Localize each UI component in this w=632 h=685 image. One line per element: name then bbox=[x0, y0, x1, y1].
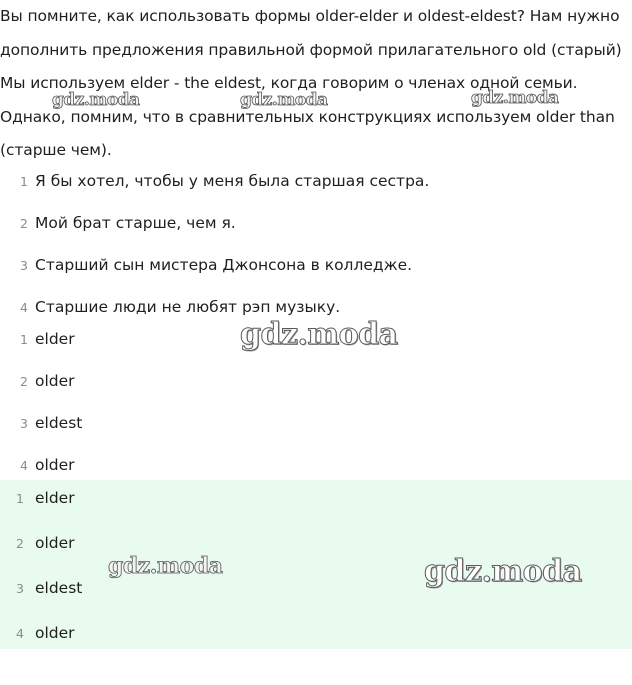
item-number: 1 bbox=[16, 490, 24, 506]
list-item bbox=[0, 327, 75, 351]
item-text: older bbox=[35, 624, 75, 642]
item-text: elder bbox=[35, 330, 75, 348]
intro-paragraph-2: Мы используем elder - the eldest, когда говорим о членах одной семьи. Однако, помним, что в сравнительных конструкциях используем older than (старше чем). bbox=[0, 74, 615, 159]
item-number: 4 bbox=[16, 625, 24, 641]
list-item bbox=[0, 369, 75, 393]
item-text: eldest bbox=[35, 414, 83, 432]
list-item bbox=[0, 411, 82, 435]
item-number: 4 bbox=[20, 457, 28, 473]
item-number: 3 bbox=[16, 580, 24, 596]
answer-item bbox=[0, 576, 82, 600]
list-item bbox=[0, 211, 236, 235]
item-text: elder bbox=[35, 489, 75, 507]
item-text: Мой брат старше, чем я. bbox=[35, 214, 236, 232]
watermark: gdz.moda bbox=[240, 317, 398, 352]
watermark: gdz.moda bbox=[240, 90, 328, 110]
list-item bbox=[0, 169, 429, 193]
item-number: 1 bbox=[20, 331, 28, 347]
item-text: Старший сын мистера Джонсона в колледже. bbox=[35, 256, 413, 274]
item-number: 3 bbox=[20, 415, 28, 431]
answer-item bbox=[0, 531, 75, 555]
item-text: Я бы хотел, чтобы у меня была старшая сестра. bbox=[35, 172, 430, 190]
item-text: older bbox=[35, 372, 75, 390]
item-text: Старшие люди не любят рэп музыку. bbox=[35, 298, 341, 316]
intro-text bbox=[0, 0, 632, 168]
watermark: gdz.moda bbox=[52, 90, 140, 110]
answer-item bbox=[0, 621, 75, 645]
intro-paragraph-1: Вы помните, как использовать формы older-elder и oldest-eldest? Нам нужно дополнить предложения правильной формой прилагательного old (старый) bbox=[0, 7, 622, 59]
list-item bbox=[0, 453, 75, 477]
watermark: gdz.moda bbox=[424, 554, 582, 589]
item-number: 2 bbox=[16, 535, 24, 551]
item-text: older bbox=[35, 456, 75, 474]
item-number: 4 bbox=[20, 299, 28, 315]
item-text: eldest bbox=[35, 579, 83, 597]
item-text: older bbox=[35, 534, 75, 552]
watermark: gdz.moda bbox=[108, 553, 223, 579]
answer-item bbox=[0, 486, 75, 510]
list-item bbox=[0, 253, 412, 277]
item-number: 2 bbox=[20, 373, 28, 389]
watermark: gdz.moda bbox=[471, 88, 559, 108]
list-item bbox=[0, 295, 340, 319]
item-number: 3 bbox=[20, 257, 28, 273]
item-number: 2 bbox=[20, 215, 28, 231]
item-number: 1 bbox=[20, 173, 28, 189]
